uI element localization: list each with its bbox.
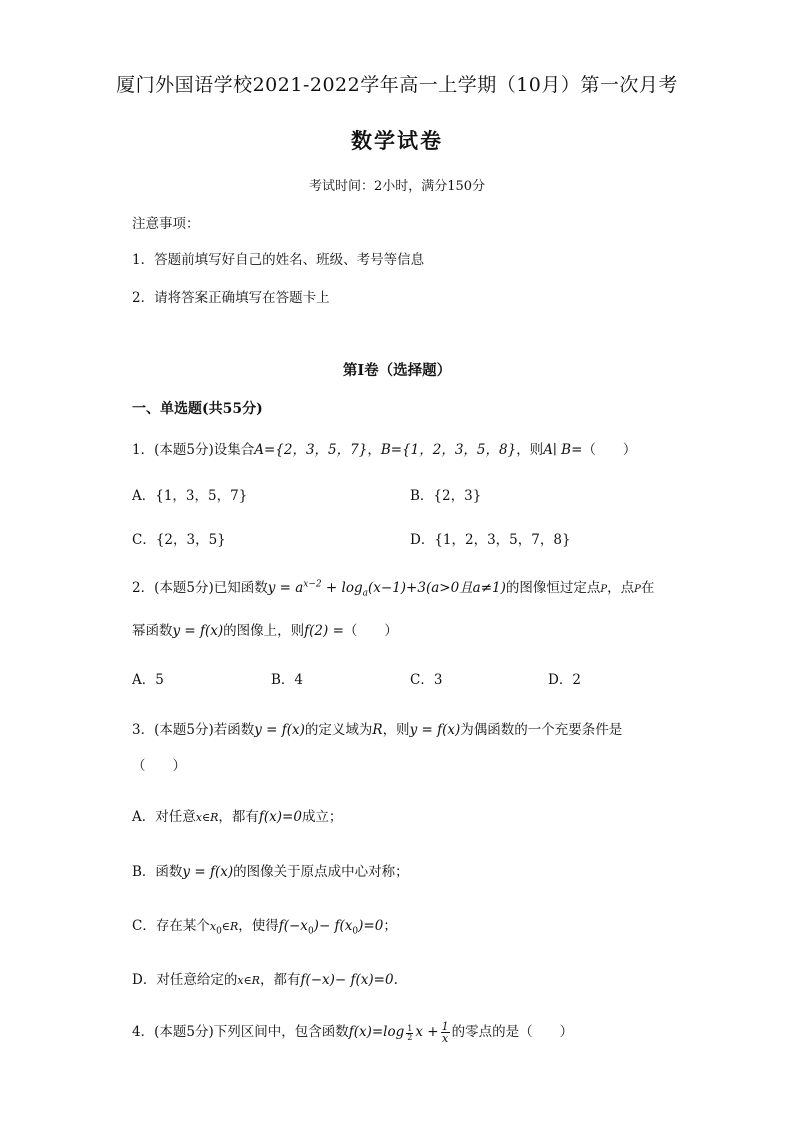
q1-set-a: A={2，3，5，7} [254, 442, 368, 458]
q3-domain: R [372, 722, 383, 738]
q3-option-b-1: B．函数 [132, 864, 183, 880]
q2-paren: （ ） [343, 623, 398, 639]
q1-option-c: C．{2，3，5} [132, 532, 226, 548]
q1-option-b: B．{2，3} [410, 488, 482, 504]
q2-power-func: y = f(x) [172, 623, 224, 639]
q3-option-d-x: x∈R [237, 974, 260, 987]
q3-option-a-3: 成立； [301, 809, 343, 825]
q2-line2-a: 幂函数 [132, 623, 173, 639]
q3-option-c-expr3: )=0 [358, 918, 384, 934]
q2-option-b: B．4 [271, 672, 304, 688]
q2-point-2: P [634, 584, 641, 595]
q1-stem-b: ，则 [516, 442, 544, 458]
exam-info: 考试时间：2小时，满分150分 [308, 179, 486, 194]
q3-option-c-1: C．存在某个 [132, 918, 210, 934]
q4-func-x: x + [415, 1024, 439, 1040]
q2-option-a: A．5 [132, 672, 164, 688]
q3-func: y = f(x) [254, 722, 305, 738]
q3-option-d-2: ，都有 [259, 972, 301, 988]
q2-line1-d: 在 [640, 580, 655, 596]
q3-option-d-expr: f(−x)− f(x)=0 [300, 972, 394, 988]
q3-option-a-expr: f(x)=0 [258, 809, 302, 825]
exam-title: 厦门外国语学校2021-2022学年高一上学期（10月）第一次月考 [116, 74, 678, 96]
q3-line1-a: 3．(本题5分)若函数 [132, 722, 255, 738]
q2-line1-c: ，点 [607, 580, 635, 596]
q3-option-c-sub-3: 0 [352, 926, 359, 937]
q2-exp: x−2 [303, 579, 322, 590]
subject-title: 数学试卷 [351, 128, 443, 153]
q1-sep: ， [367, 442, 381, 458]
q3-option-c-expr2: )− f(x [313, 918, 353, 934]
q1-option-d: D．{1，2，3，5，7，8} [410, 532, 571, 548]
q2-func: y = a [267, 580, 304, 596]
notice-item-1: 1．答题前填写好自己的姓名、班级、考号等信息 [132, 252, 425, 268]
q2-func-b: + log [321, 580, 363, 596]
q4-paren: （ ） [519, 1024, 574, 1040]
q2-line1-b: 的图像恒过定点 [505, 580, 601, 596]
q3-line1-d: 为偶函数的一个充要条件是 [460, 722, 623, 738]
q3-option-a-2: ，都有 [218, 809, 259, 825]
q1-paren: （ ） [582, 442, 637, 458]
part-title: 一、单选题(共55分) [132, 401, 263, 417]
q1-stem-a: 1．(本题5分)设集合 [132, 442, 255, 458]
q3-option-b [132, 860, 409, 880]
q3-option-c-sub-2: 0 [307, 926, 314, 937]
q4-base-fraction [406, 1025, 413, 1042]
q4-base-den: 2 [407, 1032, 413, 1042]
q4-fraction [441, 1021, 450, 1044]
q3-line1-c: ，则 [382, 722, 410, 738]
q3-paren: （ ） [132, 758, 186, 774]
q4-func: f(x)=log [348, 1024, 405, 1040]
q3-option-c-2: ，使得 [238, 918, 279, 934]
q4-line1-b: 的零点的是 [451, 1024, 520, 1040]
q3-option-a-1: A．对任意 [132, 809, 196, 825]
q3-option-c-x: x [209, 920, 217, 933]
q3-option-c [132, 914, 397, 937]
q2-option-d: D．2 [548, 672, 581, 688]
question-1-stem [132, 438, 636, 458]
q3-option-a [132, 805, 342, 825]
q1-set-b: B={1，2，3，5，8} [380, 442, 517, 458]
q1-expr: A∣ B= [543, 442, 583, 458]
section-title: 第I卷（选择题） [342, 362, 452, 379]
q3-func-2: y = f(x) [409, 722, 461, 738]
q3-option-c-3: ； [383, 918, 397, 934]
q3-option-d [132, 968, 398, 988]
q3-option-c-expr: f(−x [278, 918, 308, 934]
q3-option-b-2: 的图像关于原点成中心对称； [233, 864, 409, 880]
q3-option-d-1: D．对任意给定的 [132, 972, 238, 988]
question-3-line-1 [132, 718, 622, 738]
q4-frac-num: 1 [441, 1020, 449, 1033]
question-2-line-2 [132, 619, 398, 639]
q4-line1-a: 4．(本题5分)下列区间中，包含函数 [132, 1024, 349, 1040]
q3-option-b-expr: y = f(x) [182, 864, 234, 880]
q3-option-c-sub: 0 [216, 926, 222, 937]
notice-item-2: 2．请将答案正确填写在答题卡上 [132, 290, 330, 306]
q2-point: P [600, 584, 608, 595]
q1-option-a: A．{1，3，5，7} [132, 488, 248, 504]
q4-base-num: 1 [407, 1023, 413, 1033]
q3-line1-b: 的定义域为 [304, 722, 373, 738]
q2-line2-b: 的图像上，则 [223, 623, 305, 639]
q2-option-c: C．3 [410, 672, 443, 688]
q3-option-d-3: . [393, 972, 398, 988]
question-4-line-1 [132, 1020, 573, 1044]
q4-frac-den: x [441, 1032, 449, 1045]
q3-option-a-x: x∈R [195, 811, 219, 824]
q2-base: a [362, 588, 368, 599]
q2-value: f(2) = [304, 623, 344, 639]
q2-func-c: (x−1)+3(a>0且a≠1) [368, 580, 506, 596]
q3-option-c-in: ∈R [221, 920, 239, 933]
q2-line1-a: 2．(本题5分)已知函数 [132, 580, 268, 596]
question-2-line-1 [132, 576, 654, 599]
notice-heading: 注意事项： [132, 216, 200, 232]
